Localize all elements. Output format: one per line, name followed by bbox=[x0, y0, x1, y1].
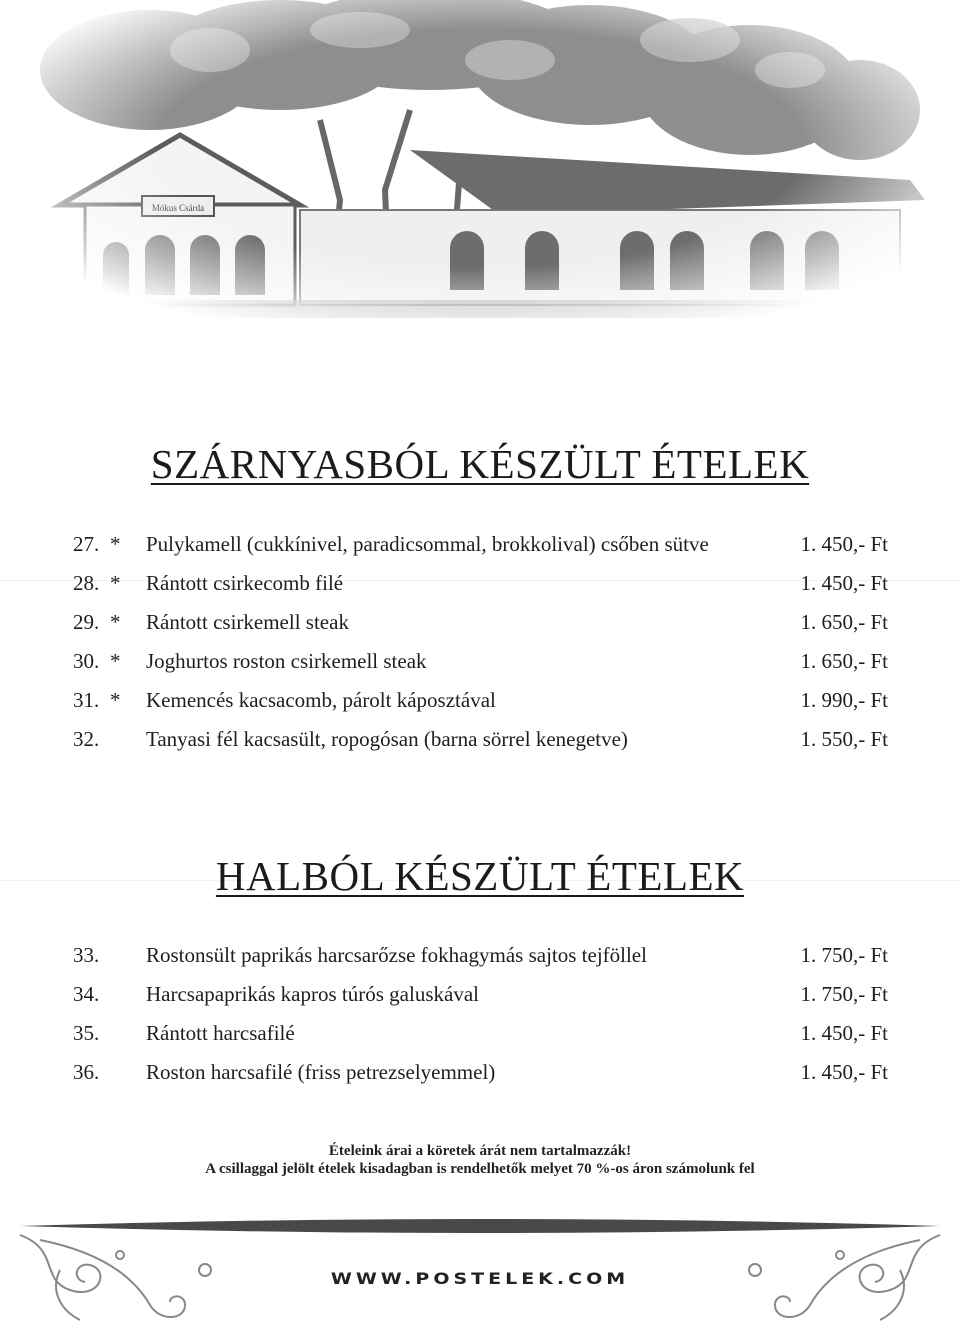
item-number: 27. bbox=[73, 532, 100, 556]
menu-item bbox=[73, 720, 888, 759]
item-number: 32. bbox=[73, 727, 100, 751]
item-price: 1. 450,- Ft bbox=[800, 532, 888, 556]
item-price: 1. 650,- Ft bbox=[800, 649, 888, 673]
menu-item bbox=[73, 564, 888, 603]
item-price: 1. 750,- Ft bbox=[800, 943, 888, 967]
item-name: Rántott harcsafilé bbox=[146, 1021, 295, 1045]
item-price: 1. 450,- Ft bbox=[800, 1060, 888, 1084]
menu-item bbox=[73, 1053, 888, 1092]
note-small-portions: A csillaggal jelölt ételek kisadagban is rendelhetők melyet 70 %-os áron számolunk fel bbox=[205, 1161, 755, 1177]
item-name: Joghurtos roston csirkemell steak bbox=[146, 649, 427, 673]
item-price: 1. 450,- Ft bbox=[800, 571, 888, 595]
item-number: 28. bbox=[73, 571, 100, 595]
item-number: 35. bbox=[73, 1021, 100, 1045]
menu-item bbox=[73, 603, 888, 642]
small-portion-star: * bbox=[110, 649, 121, 673]
poultry-menu-list bbox=[73, 525, 888, 759]
small-portion-star: * bbox=[110, 610, 121, 634]
section-title-fish: HALBÓL KÉSZÜLT ÉTELEK bbox=[215, 853, 745, 899]
item-number: 30. bbox=[73, 649, 100, 673]
menu-notes bbox=[0, 1142, 960, 1178]
small-portion-star: * bbox=[110, 532, 121, 556]
section-title-poultry: SZÁRNYASBÓL KÉSZÜLT ÉTELEK bbox=[150, 441, 810, 487]
restaurant-building-illustration bbox=[30, 0, 930, 330]
menu-item bbox=[73, 936, 888, 975]
footer-bar bbox=[20, 1219, 940, 1233]
item-number: 31. bbox=[73, 688, 100, 712]
item-name: Harcsapaprikás kapros túrós galuskával bbox=[146, 982, 479, 1006]
item-price: 1. 990,- Ft bbox=[800, 688, 888, 712]
item-number: 34. bbox=[73, 982, 100, 1006]
item-name: Roston harcsafilé (friss petrezselyemmel) bbox=[146, 1060, 496, 1084]
item-name: Rántott csirkemell steak bbox=[146, 610, 349, 634]
item-number: 29. bbox=[73, 610, 100, 634]
small-portion-star: * bbox=[110, 571, 121, 595]
item-name: Rántott csirkecomb filé bbox=[146, 571, 344, 595]
fish-menu-list bbox=[73, 936, 888, 1092]
item-price: 1. 550,- Ft bbox=[800, 727, 888, 751]
menu-item bbox=[73, 642, 888, 681]
item-name: Kemencés kacsacomb, párolt káposztával bbox=[146, 688, 496, 712]
note-prices-exclude-sides: Ételeink árai a köretek árát nem tartalmazzák! bbox=[328, 1143, 632, 1159]
menu-item bbox=[73, 975, 888, 1014]
item-name: Pulykamell (cukkínivel, paradicsommal, brokkolival) csőben sütve bbox=[146, 532, 709, 556]
menu-item bbox=[73, 681, 888, 720]
menu-item bbox=[73, 1014, 888, 1053]
item-number: 33. bbox=[73, 943, 100, 967]
item-price: 1. 450,- Ft bbox=[800, 1021, 888, 1045]
menu-item bbox=[73, 525, 888, 564]
item-price: 1. 650,- Ft bbox=[800, 610, 888, 634]
item-price: 1. 750,- Ft bbox=[800, 982, 888, 1006]
small-portion-star: * bbox=[110, 688, 121, 712]
item-name: Tanyasi fél kacsasült, ropogósan (barna sörrel kenegetve) bbox=[146, 727, 628, 751]
item-name: Rostonsült paprikás harcsarőzse fokhagymás sajtos tejföllel bbox=[146, 943, 647, 967]
item-number: 36. bbox=[73, 1060, 100, 1084]
website-url[interactable]: WWW.POSTELEK.COM bbox=[330, 1269, 630, 1289]
